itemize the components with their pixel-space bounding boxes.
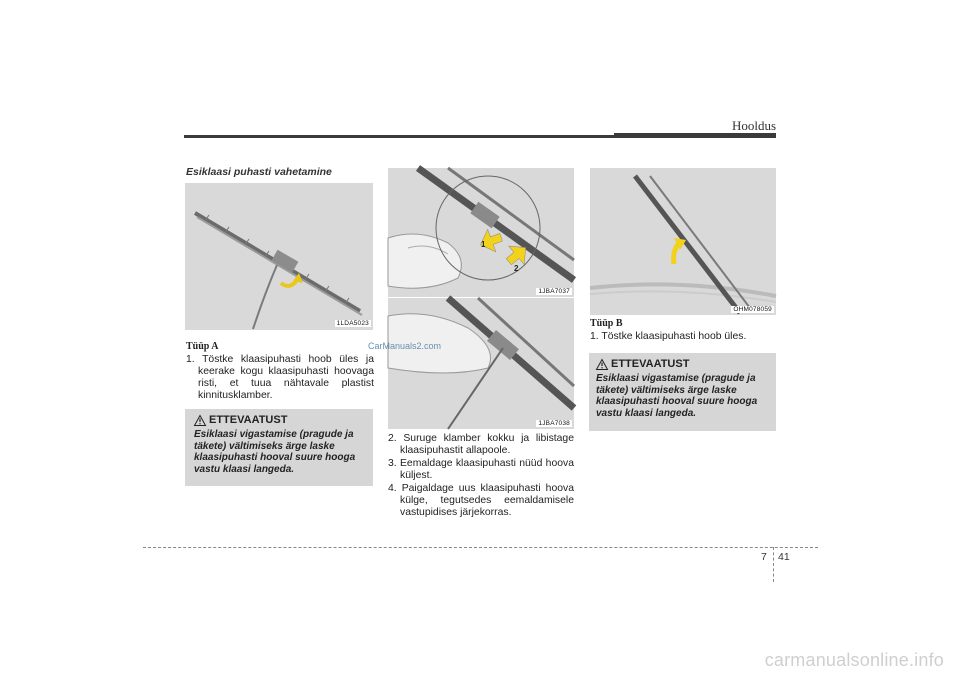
footer-rule: [143, 547, 818, 548]
figure-type-b: [590, 168, 776, 315]
page-number: 41: [778, 551, 790, 563]
caution-box-left: [185, 409, 373, 486]
watermark: CarManuals2.com: [368, 341, 442, 351]
type-b-steps: [590, 331, 776, 344]
type-b-subhead: Tüüp B: [590, 318, 623, 329]
caution-title-row: [194, 414, 366, 426]
caution-text: Esiklaasi vigastamise (pragude ja täkete) vältimiseks ärge laske klaasipuhasti hooval suure hooga vastu klaasi langeda.: [194, 429, 356, 475]
warning-triangle-icon: [194, 415, 206, 426]
type-a-steps: [186, 354, 374, 403]
arrow-label-1: 1: [481, 240, 486, 249]
arrow-label-2: 2: [514, 264, 519, 273]
figure-type-a: [185, 183, 373, 330]
site-watermark: carmanualsonline.info: [764, 650, 944, 670]
figure-code: OHM078059: [733, 306, 772, 313]
figure-code: 1JBA7038: [538, 420, 570, 427]
list-item: 1. Töstke klaasipuhasti hoob üles.: [590, 331, 747, 342]
chapter-number: 7: [761, 551, 767, 563]
figure-clip-top: [388, 168, 574, 297]
caution-box-right: [589, 353, 776, 431]
figure-code: 1LDA5023: [336, 320, 369, 327]
footer-divider: [773, 547, 774, 582]
type-a-subhead: Tüüp A: [186, 341, 219, 352]
list-item: 4. Paigaldage uus klaasipuhasti hoova külge, tegutsedes eemaldamisele vastupidises järjekorras.: [388, 483, 574, 518]
caution-title-row: [596, 358, 769, 370]
header-rule: [184, 135, 614, 138]
middle-steps: [388, 433, 574, 520]
list-item: 1. Töstke klaasipuhasti hoob üles ja keerake kogu klaasipuhasti hoovaga risti, et tuua nähtavale plastist kinnitusklamber.: [186, 354, 374, 401]
page-heading: Esiklaasi puhasti vahetamine: [186, 166, 332, 178]
figure-clip-bottom: [368, 298, 574, 429]
caution-text: Esiklaasi vigastamise (pragude ja täkete) vältimiseks ärge laske klaasipuhasti hooval suure hooga vastu klaasi langeda.: [596, 373, 758, 419]
list-item: 2. Suruge klamber kokku ja libistage klaasipuhastit allapoole.: [388, 433, 574, 456]
section-title: Hooldus: [731, 118, 776, 133]
figure-code: 1JBA7037: [538, 288, 570, 295]
caution-title: ETTEVAATUST: [611, 358, 690, 370]
warning-triangle-icon: [596, 359, 608, 370]
caution-title: ETTEVAATUST: [209, 414, 288, 426]
header-rule-accent: [614, 133, 776, 138]
list-item: 3. Eemaldage klaasipuhasti nüüd hoova küljest.: [388, 458, 574, 481]
footer-band: [0, 640, 960, 679]
